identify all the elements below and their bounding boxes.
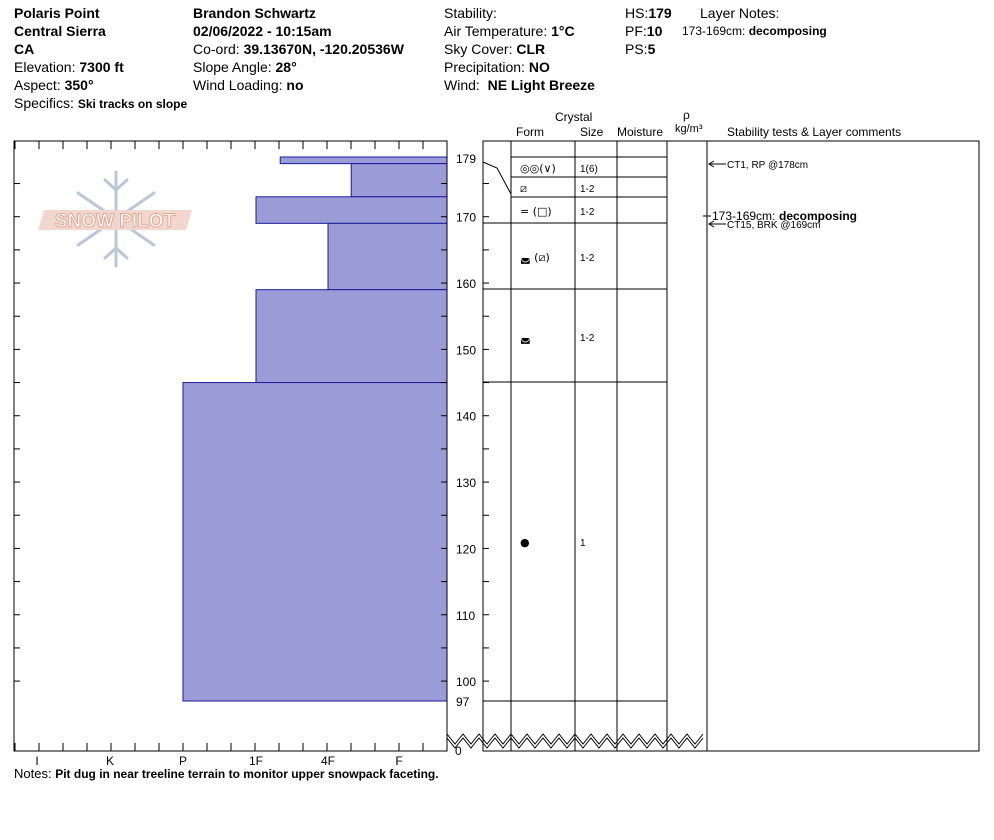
grain-form-4: ◛ (⧄) (520, 251, 550, 264)
state: CA (14, 41, 35, 57)
chart-frames (14, 141, 979, 751)
depth-label-130: 130 (456, 476, 477, 491)
density-unit: kg/m³ (675, 123, 703, 135)
depth-label-140: 140 (456, 409, 477, 424)
pf: PF:10 (625, 23, 663, 39)
grain-form-2: ⧄ (520, 182, 527, 195)
grain-size-3: 1-2 (580, 207, 595, 218)
wind: Wind: NE Light Breeze (444, 77, 595, 93)
crystal-header: Crystal (555, 110, 593, 124)
grain-form-6: ● (520, 536, 530, 549)
notes: Notes: Pit dug in near treeline terrain to monitor upper snowpack faceting. (14, 766, 439, 781)
coordinates: Co-ord: 39.13670N, -120.20536W (193, 41, 404, 57)
range: Central Sierra (14, 23, 106, 39)
stability-test-2: CT15, BRK @169cm (727, 220, 821, 231)
connector-1 (483, 162, 511, 194)
layer-note: 173-169cm: decomposing (682, 24, 827, 38)
grain-form-1: ◎◎(∨) (520, 162, 556, 175)
depth-label-top: 179 (456, 152, 477, 166)
wind-loading: Wind Loading: no (193, 77, 304, 93)
layer-notes-label: Layer Notes: (700, 5, 780, 21)
profile-table-frame (483, 141, 979, 751)
grain-size-2: 1-2 (580, 184, 595, 195)
depth-label-170: 170 (456, 210, 477, 225)
hardness-label-I: I (35, 754, 39, 768)
hs: HS:179 (625, 5, 672, 21)
size-header: Size (580, 125, 604, 139)
form-header: Form (516, 125, 544, 139)
depth-label-150: 150 (456, 343, 477, 358)
layer-comment-range: 173-169cm: (712, 209, 776, 223)
snowpilot-logo-text: SNOW PILOT (54, 211, 176, 232)
hardness-layer-4 (328, 223, 447, 289)
depth-label-bottom: 97 (456, 695, 470, 709)
layer-comment-text: decomposing (779, 209, 858, 223)
ps: PS:5 (625, 41, 656, 57)
grain-form-5: ◛ (520, 331, 531, 344)
depth-label-160: 160 (456, 277, 477, 292)
grain-size-5: 1-2 (580, 333, 595, 344)
aspect: Aspect: 350° (14, 77, 94, 93)
datetime: 02/06/2022 - 10:15am (193, 23, 332, 39)
precipitation: Precipitation: NO (444, 59, 550, 75)
moisture-header: Moisture (617, 125, 664, 139)
depth-label-zero: 0 (455, 744, 462, 758)
elevation: Elevation: 7300 ft (14, 59, 124, 75)
hardness-layer-6 (183, 383, 447, 701)
hardness-layer-5 (256, 290, 447, 383)
slope-angle: Slope Angle: 28° (193, 59, 297, 75)
hardness-layer-1 (280, 157, 447, 164)
depth-label-100: 100 (456, 675, 477, 690)
hardness-label-4F: 4F (320, 754, 336, 768)
grain-size-4: 1-2 (580, 253, 595, 264)
stability-column (703, 160, 857, 231)
snowpilot-logo (38, 172, 192, 266)
location: Polaris Point (14, 5, 100, 21)
hardness-layer-2 (351, 164, 447, 197)
stability: Stability: (444, 5, 497, 21)
air-temperature: Air Temperature: 1°C (444, 23, 575, 39)
grain-size-6: 1 (580, 538, 586, 549)
sky-cover: Sky Cover: CLR (444, 41, 546, 57)
depth-label-120: 120 (456, 542, 477, 557)
stability-test-1: CT1, RP @178cm (727, 160, 809, 171)
density-symbol: ρ (683, 108, 690, 122)
observer: Brandon Schwartz (193, 5, 316, 21)
hardness-label-1F: 1F (248, 754, 264, 768)
hardness-layers (183, 157, 447, 701)
grain-form-3: = (□) (520, 205, 552, 218)
depth-label-110: 110 (456, 608, 476, 623)
hardness-label-F: F (395, 754, 403, 768)
hardness-label-K: K (105, 754, 115, 768)
grain-size-1: 1(6) (580, 164, 598, 175)
specifics: Specifics: Ski tracks on slope (14, 95, 188, 111)
hardness-layer-3 (256, 197, 447, 224)
stability-header: Stability tests & Layer comments (727, 125, 902, 139)
hardness-label-P: P (178, 754, 188, 768)
